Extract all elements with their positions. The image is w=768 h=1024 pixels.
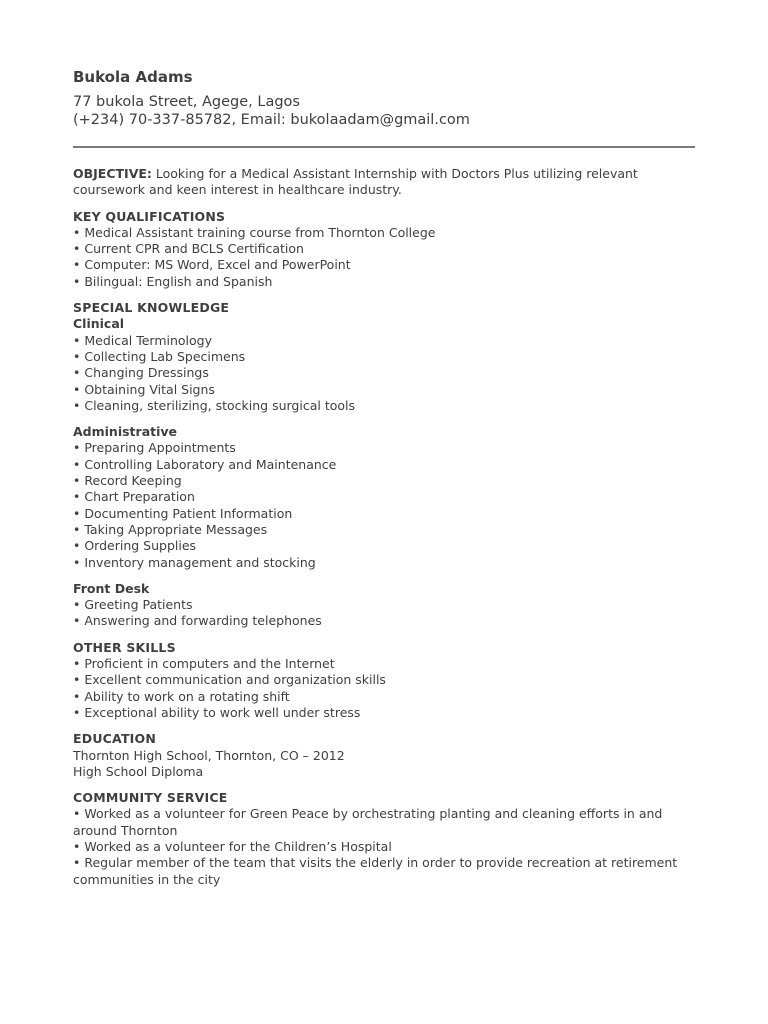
administrative-section bbox=[73, 424, 695, 571]
list-item: • Medical Assistant training course from Thornton College bbox=[73, 224, 436, 240]
list-item: • Changing Dressings bbox=[73, 365, 209, 381]
resume-body bbox=[73, 166, 695, 888]
list-item: • Collecting Lab Specimens bbox=[73, 348, 246, 364]
key-qualifications-section bbox=[73, 209, 695, 290]
list-item: • Ability to work on a rotating shift bbox=[73, 688, 290, 704]
section-heading: EDUCATION bbox=[73, 731, 157, 747]
list-item: • Taking Appropriate Messages bbox=[73, 521, 268, 537]
list-item: • Answering and forwarding telephones bbox=[73, 613, 322, 629]
education-section bbox=[73, 731, 695, 780]
subsection-title: Clinical bbox=[73, 316, 125, 332]
address-line: 77 bukola Street, Agege, Lagos bbox=[73, 94, 300, 110]
list-item: • Record Keeping bbox=[73, 473, 182, 489]
list-item: • Proficient in computers and the Internet bbox=[73, 656, 335, 672]
community-service-section bbox=[73, 790, 695, 888]
objective-paragraph bbox=[73, 166, 695, 199]
list-item: • Preparing Appointments bbox=[73, 440, 236, 456]
contact-block bbox=[73, 94, 470, 129]
list-item: • Inventory management and stocking bbox=[73, 554, 316, 570]
list-item: • Documenting Patient Information bbox=[73, 505, 293, 521]
other-skills-section bbox=[73, 640, 695, 721]
list-item: • Regular member of the team that visits the elderly in order to provide recreation at retirement communities in the city bbox=[73, 855, 678, 887]
education-line: Thornton High School, Thornton, CO – 2012 bbox=[73, 747, 345, 763]
list-item: • Medical Terminology bbox=[73, 332, 213, 348]
list-item: • Controlling Laboratory and Maintenance bbox=[73, 456, 337, 472]
subsection-title: Administrative bbox=[73, 424, 178, 440]
phone-email-line: (+234) 70-337-85782, Email: bukolaadam@gmail.com bbox=[73, 111, 470, 128]
list-item: • Computer: MS Word, Excel and PowerPoint bbox=[73, 257, 351, 273]
header-divider bbox=[73, 146, 695, 148]
section-heading: KEY QUALIFICATIONS bbox=[73, 208, 226, 224]
list-item: • Excellent communication and organization skills bbox=[73, 672, 386, 688]
candidate-name: Bukola Adams bbox=[73, 68, 193, 86]
list-item: • Obtaining Vital Signs bbox=[73, 381, 215, 397]
list-item: • Worked as a volunteer for Green Peace by orchestrating planting and cleaning efforts in and around Thornton bbox=[73, 806, 663, 838]
education-line: High School Diploma bbox=[73, 763, 204, 779]
section-heading: SPECIAL KNOWLEDGE bbox=[73, 300, 230, 316]
subsection-title: Front Desk bbox=[73, 580, 150, 596]
list-item: • Cleaning, sterilizing, stocking surgical tools bbox=[73, 397, 355, 413]
section-heading: COMMUNITY SERVICE bbox=[73, 790, 228, 806]
list-item: • Worked as a volunteer for the Children’s Hospital bbox=[73, 838, 392, 854]
objective-text: Looking for a Medical Assistant Internship with Doctors Plus utilizing relevant coursework and keen interest in healthcare industry. bbox=[73, 166, 638, 198]
list-item: • Current CPR and BCLS Certification bbox=[73, 241, 304, 257]
list-item: • Exceptional ability to work well under stress bbox=[73, 704, 361, 720]
front-desk-section bbox=[73, 581, 695, 630]
list-item: • Ordering Supplies bbox=[73, 538, 197, 554]
objective-label: OBJECTIVE: bbox=[73, 166, 152, 181]
list-item: • Greeting Patients bbox=[73, 597, 193, 613]
list-item: • Bilingual: English and Spanish bbox=[73, 273, 273, 289]
special-knowledge-section bbox=[73, 300, 695, 414]
list-item: • Chart Preparation bbox=[73, 489, 195, 505]
section-heading: OTHER SKILLS bbox=[73, 639, 176, 655]
